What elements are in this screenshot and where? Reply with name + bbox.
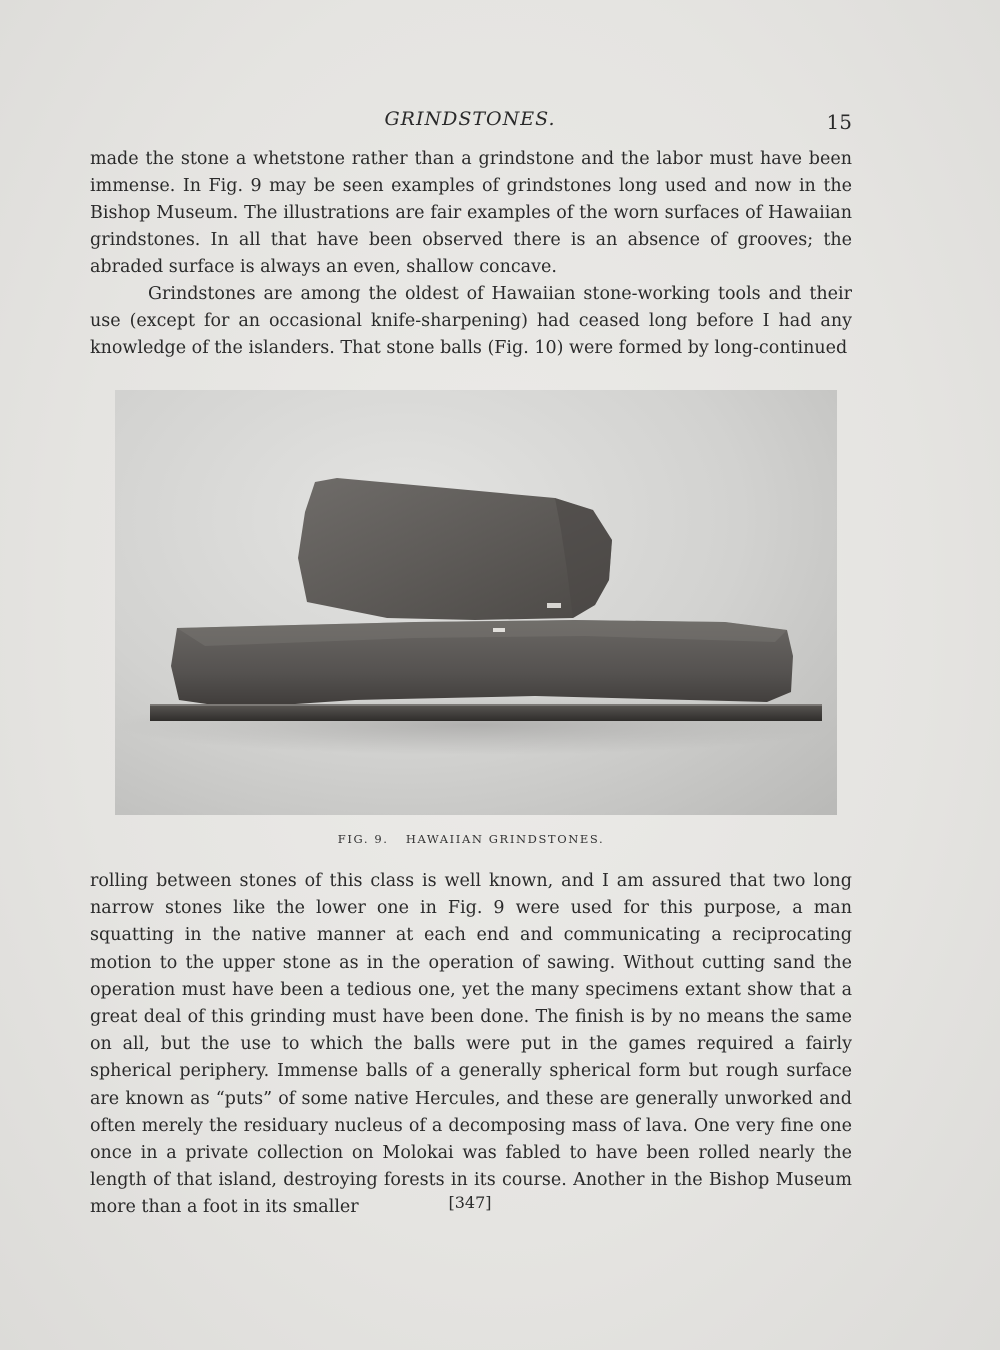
specimen-label-lower bbox=[493, 628, 505, 632]
paragraph-continued: made the stone a whetstone rather than a grindstone and the labor must have been immense. In Fig. 9 may be seen examples of grindstones long used and now in the Bishop Museum. The illustrations are fair examples of the worn surfaces of Hawaiian grindstones. In all that have been observed there is an absence of grooves; the abraded surface is always an even, shallow concave. bbox=[90, 149, 852, 277]
caption-title: HAWAIIAN GRINDSTONES. bbox=[405, 832, 605, 846]
body-text-bottom bbox=[90, 868, 852, 1222]
running-title: GRINDSTONES. bbox=[384, 108, 556, 130]
base-board bbox=[150, 704, 822, 721]
body-text-top bbox=[90, 146, 852, 362]
signature-mark: [347] bbox=[448, 1193, 492, 1212]
page-number: 15 bbox=[826, 110, 852, 134]
base-board-edge bbox=[150, 704, 822, 706]
figure-photograph bbox=[115, 390, 837, 815]
paragraph-grindstones: Grindstones are among the oldest of Hawaiian stone-working tools and their use (except for an occasional knife-sharpening) had ceased long before I had any knowledge of the islanders. That stone balls (Fig. 10) were formed by long-continued bbox=[90, 284, 852, 358]
running-head bbox=[90, 108, 850, 136]
caption-figure-number: FIG. 9. bbox=[337, 832, 389, 846]
grindstones-photo bbox=[115, 390, 837, 815]
specimen-label-upper bbox=[547, 603, 561, 608]
figure-caption bbox=[90, 832, 852, 846]
paragraph-stone-balls: rolling between stones of this class is well known, and I am assured that two long narrow stones like the lower one in Fig. 9 were used for this purpose, a man squatting in the native manner at each end and communicating a reciprocating motion to the upper stone as in the operation of sawing. Without cutting sand the operation must have been a tedious one, yet the many specimens extant show that a great deal of this grinding must have been done. The finish is by no means the same on all, but the use to which the balls were put in the games required a fairly spherical periphery. Immense balls of a generally spherical form but rough surface are known as “puts” of some native Hercules, and these are generally unworked and often merely the residuary nucleus of a decomposing mass of lava. One very fine one once in a private collection on Molokai was fabled to have been rolled nearly the length of that island, destroying forests in its course. Another in the Bishop Museum more than a foot in its smaller bbox=[90, 871, 852, 1218]
